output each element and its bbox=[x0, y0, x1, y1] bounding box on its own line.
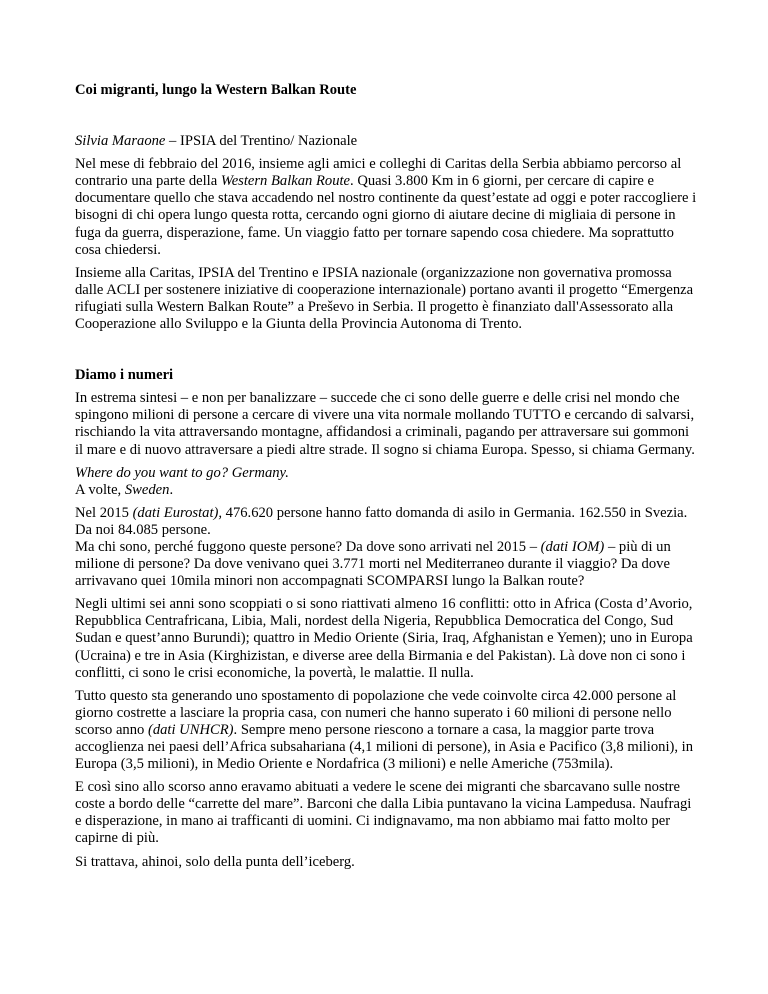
paragraph-italic: Where do you want to go? Germany. bbox=[75, 464, 289, 481]
paragraph-italic: Western Balkan Route bbox=[220, 173, 351, 190]
paragraph-lampedusa: E così sino allo scorso anno eravamo abituati a vedere le scene dei migranti che sbarcavano sulle nostre coste a bordo delle “carrette del mare”. Barconi che dalla Libia puntavano la vicina Lampedusa. Naufragi e disperazione, in mano ai trafficanti di uomini. Ci indignavamo, ma non abbiamo mai fatto molto per capirne di più. bbox=[75, 779, 692, 847]
paragraph-displacement bbox=[75, 688, 700, 773]
paragraph-text: . Quasi 3.800 Km in 6 giorni, per cercare di capire e documentare quello che stava accadendo nel nostro continente da quest’estate ad oggi e poter raccogliere i bisogni di chi opera lungo questa rotta, cercando ogni giorno di aiutare decine di migliaia di persone in fuga da guerra, disperazione, fame. Un viaggio fatto per tornare sapendo cosa chiedere. Ma soprattutto cosa chiedersi. bbox=[75, 173, 697, 258]
author-affiliation: – IPSIA del Trentino/ Nazionale bbox=[165, 133, 358, 150]
author-name: Silvia Maraone bbox=[75, 133, 166, 150]
paragraph-italic: (dati Eurostat), bbox=[132, 504, 223, 521]
paragraph-summary: In estrema sintesi – e non per banalizzare – succede che ci sono delle guerre e delle crisi nel mondo che spingono milioni di persone a cercare di vivere una vita normale mollando TUTTO e cercando di salvarsi, rischiando la vita attraversando montagne, affidandosi a criminali, pagando per attraversare sui gommoni il mare e di nuovo attraversare a piedi altre strade. Il sogno si chiama Europa. Spesso, si chiama Germany. bbox=[75, 390, 695, 458]
document-page bbox=[75, 82, 700, 871]
paragraph-intro bbox=[75, 156, 700, 259]
paragraph-text: . bbox=[169, 481, 174, 498]
paragraph-text: Ma chi sono, perché fuggono queste persone? Da dove sono arrivati nel 2015 – bbox=[75, 538, 541, 555]
paragraph-text: Nel 2015 bbox=[75, 504, 133, 521]
paragraph-conflicts: Negli ultimi sei anni sono scoppiati o si sono riattivati almeno 16 conflitti: otto in Africa (Costa d’Avorio, Repubblica Centrafricana, Libia, Mali, nordest della Nigeria, Repubblica Democratica del Congo, Sud Sudan e quest’anno Burundi); quattro in Medio Oriente (Siria, Iraq, Afghanistan e Yemen); uno in Europa (Ucraina) e tre in Asia (Kirghizistan, e diverse aree della Birmania e del Pakistan). Là dove non ci sono i conflitti, ci sono le crisi economiche, la povertà, le malattie. Il nulla. bbox=[75, 596, 693, 681]
paragraph-project: Insieme alla Caritas, IPSIA del Trentino e IPSIA nazionale (organizzazione non governativa promossa dalle ACLI per sostenere iniziative di cooperazione internazionale) portano avanti il progetto “Emergenza rifugiati sulla Western Balkan Route” a Preševo in Serbia. Il progetto è finanziato dall'Assessorato alla Cooperazione allo Sviluppo e la Giunta della Provincia Autonoma di Trento. bbox=[75, 264, 694, 333]
paragraph-statistics bbox=[75, 505, 700, 590]
document-title: Coi migranti, lungo la Western Balkan Route bbox=[75, 82, 357, 98]
paragraph-text: . Sempre meno persone riescono a tornare a casa, la maggior parte trova accoglienza nei paesi dell’Africa subsahariana (4,1 milioni di persone), in Asia e Pacifico (3,8 milioni), in Europa (3,5 milioni), in Medio Oriente e Nordafrica (3 milioni) e nelle Americhe (753mila). bbox=[75, 721, 694, 773]
paragraph-iceberg: Si trattava, ahinoi, solo della punta dell’iceberg. bbox=[75, 853, 355, 870]
paragraph-italic: Sweden bbox=[124, 481, 170, 498]
paragraph-text: Tutto questo sta generando uno spostamento di popolazione che vede coinvolte circa 42.000 persone al giorno costrette a lasciare la propria casa, con numeri che hanno superato i 60 milioni di persone nello scorso anno bbox=[75, 687, 677, 738]
paragraph-italic: (dati IOM) bbox=[540, 538, 605, 555]
section-heading: Diamo i numeri bbox=[75, 367, 174, 384]
paragraph-text: Nel mese di febbraio del 2016, insieme agli amici e colleghi di Caritas della Serbia abbiamo percorso al contrario una parte della bbox=[75, 156, 682, 190]
paragraph-destination bbox=[75, 465, 700, 499]
author-line bbox=[75, 133, 700, 150]
paragraph-text: A volte, bbox=[75, 481, 125, 498]
paragraph-text: 476.620 persone hanno fatto domanda di asilo in Germania. 162.550 in Svezia. Da noi 84.085 persone. bbox=[75, 504, 688, 538]
paragraph-text: – più di un milione di persone? Da dove venivano quei 3.771 morti nel Mediterraneo durante il viaggio? Da dove arrivavano quei 10mila minori non accompagnati SCOMPARSI lungo la Balkan route? bbox=[75, 538, 671, 590]
paragraph-italic: (dati UNHCR) bbox=[147, 721, 234, 738]
